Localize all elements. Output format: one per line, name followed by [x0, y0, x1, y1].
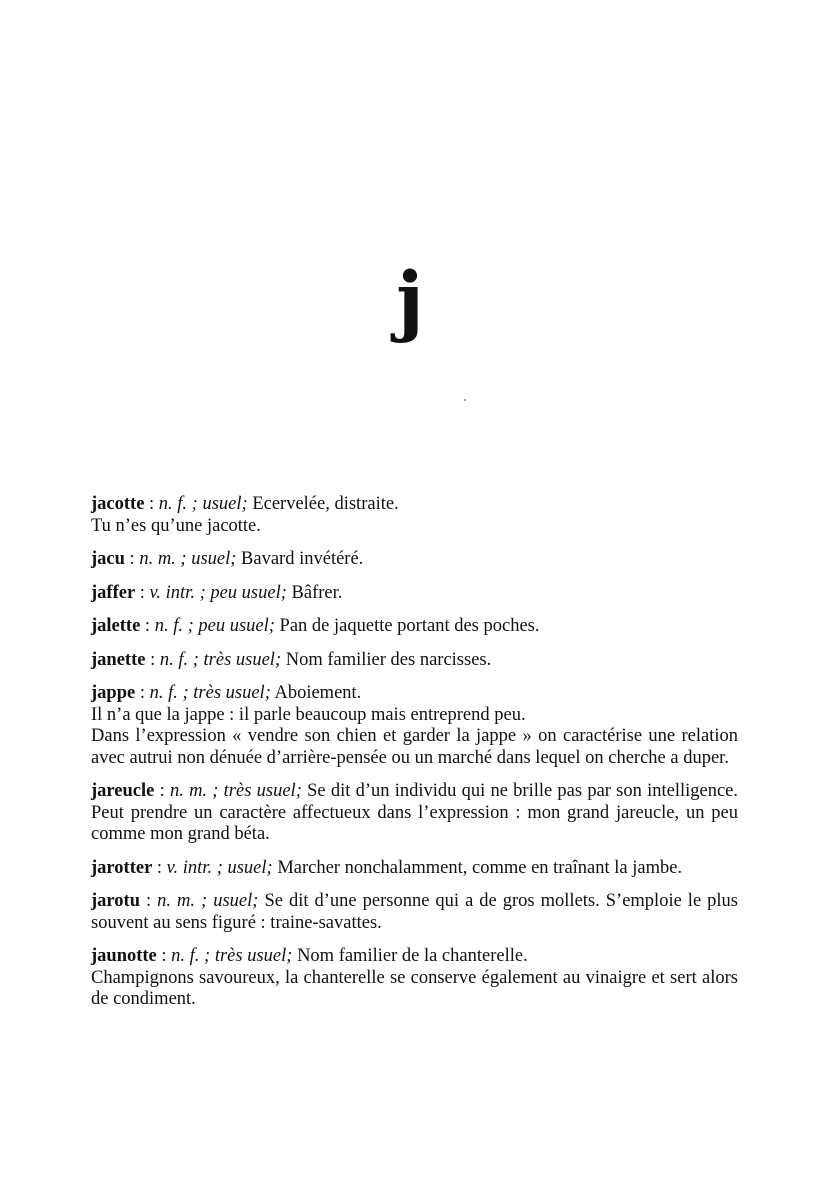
entry-definition-line	[91, 781, 738, 846]
dictionary-entry	[91, 583, 738, 605]
entry-headword: jaunotte	[91, 946, 157, 966]
entry-headword: jarotu	[91, 891, 140, 911]
entry-definition-line	[91, 616, 738, 638]
dictionary-entry	[91, 946, 738, 1011]
entry-grammar: v. intr. ; peu usuel;	[149, 582, 287, 603]
entry-grammar: n. f. ; usuel;	[158, 494, 248, 514]
dictionary-entry	[91, 781, 738, 846]
entry-separator: :	[140, 891, 158, 911]
dictionary-entry	[91, 549, 738, 571]
entry-separator: :	[124, 549, 140, 569]
entry-grammar: n. f. ; peu usuel;	[154, 616, 275, 636]
entry-example: Il n’a que la jappe : il parle beaucoup mais entreprend peu.	[91, 704, 526, 725]
entry-grammar: n. f. ; très usuel;	[171, 946, 293, 966]
entry-definition: Bavard invétéré.	[236, 549, 364, 569]
dictionary-entry	[91, 858, 738, 880]
entry-definition-line	[91, 650, 738, 672]
entry-headword: jalette	[91, 616, 141, 636]
entry-definition-line	[91, 946, 738, 968]
entry-headword: jacotte	[91, 494, 145, 514]
entry-definition: Se dit d’une personne qui a de gros mollets. S’emploie le plus souvent au sens figuré : traine-savattes.	[91, 891, 739, 933]
entry-definition-line	[91, 891, 738, 934]
entry-headword: janette	[91, 649, 146, 670]
entry-definition-line	[91, 549, 738, 571]
entry-headword: jarotter	[91, 857, 153, 878]
entry-definition: Ecervelée, distraite.	[247, 494, 399, 514]
entry-separator: :	[135, 683, 150, 703]
entry-separator: :	[152, 857, 167, 878]
entry-headword: jappe	[91, 683, 136, 703]
entry-grammar: n. m. ; usuel;	[157, 891, 259, 911]
dictionary-entry	[91, 891, 738, 934]
entry-grammar: n. f. ; très usuel;	[149, 683, 271, 703]
entry-definition: Marcher nonchalamment, comme en traînant la jambe.	[272, 857, 683, 878]
entry-headword: jareucle	[91, 781, 155, 801]
entry-grammar: n. m. ; très usuel;	[169, 781, 302, 801]
entry-example: Champignons savoureux, la chanterelle se conserve également au vinaigre et sert alors de condiment.	[91, 967, 738, 1009]
scan-speck	[464, 399, 466, 401]
entry-separator: :	[135, 582, 150, 603]
entry-definition-line	[91, 683, 738, 705]
entry-grammar: n. f. ; très usuel;	[159, 649, 282, 670]
entry-definition: Pan de jaquette portant des poches.	[274, 616, 540, 636]
dictionary-entries	[91, 494, 738, 1023]
dictionary-entry	[91, 683, 738, 769]
dictionary-entry	[91, 616, 738, 638]
entry-grammar: n. m. ; usuel;	[139, 549, 237, 569]
entry-definition: Nom familier des narcisses.	[281, 649, 492, 670]
entry-separator: :	[154, 781, 170, 801]
entry-definition-line	[91, 494, 738, 516]
entry-example: Tu n’es qu’une jacotte.	[91, 515, 261, 536]
entry-definition-line	[91, 858, 738, 880]
dictionary-entry	[91, 494, 738, 537]
entry-separator: :	[145, 649, 160, 670]
entry-separator: :	[156, 946, 172, 966]
entry-definition: Aboiement.	[270, 683, 362, 703]
entry-definition-line	[91, 583, 738, 605]
entry-separator: :	[140, 616, 155, 636]
dictionary-entry	[91, 650, 738, 672]
entry-grammar: v. intr. ; usuel;	[166, 857, 273, 878]
entry-headword: jaffer	[91, 582, 136, 603]
entry-separator: :	[144, 494, 159, 514]
entry-definition: Nom familier de la chanterelle.	[292, 946, 528, 966]
entry-headword: jacu	[91, 549, 125, 569]
entry-definition: Bâfrer.	[286, 582, 343, 603]
entry-definition: Se dit d’un individu qui ne brille pas par son intelligence. Peut prendre un caractère affectueux dans l’expression : mon grand jareucle, un peu comme mon grand béta.	[91, 781, 739, 844]
section-letter: j	[396, 255, 424, 344]
entry-example: Dans l’expression « vendre son chien et garder la jappe » on caractérise une relation avec autrui non dénuée d’arrière-pensée ou un marché dans lequel on cherche a duper.	[91, 726, 738, 768]
